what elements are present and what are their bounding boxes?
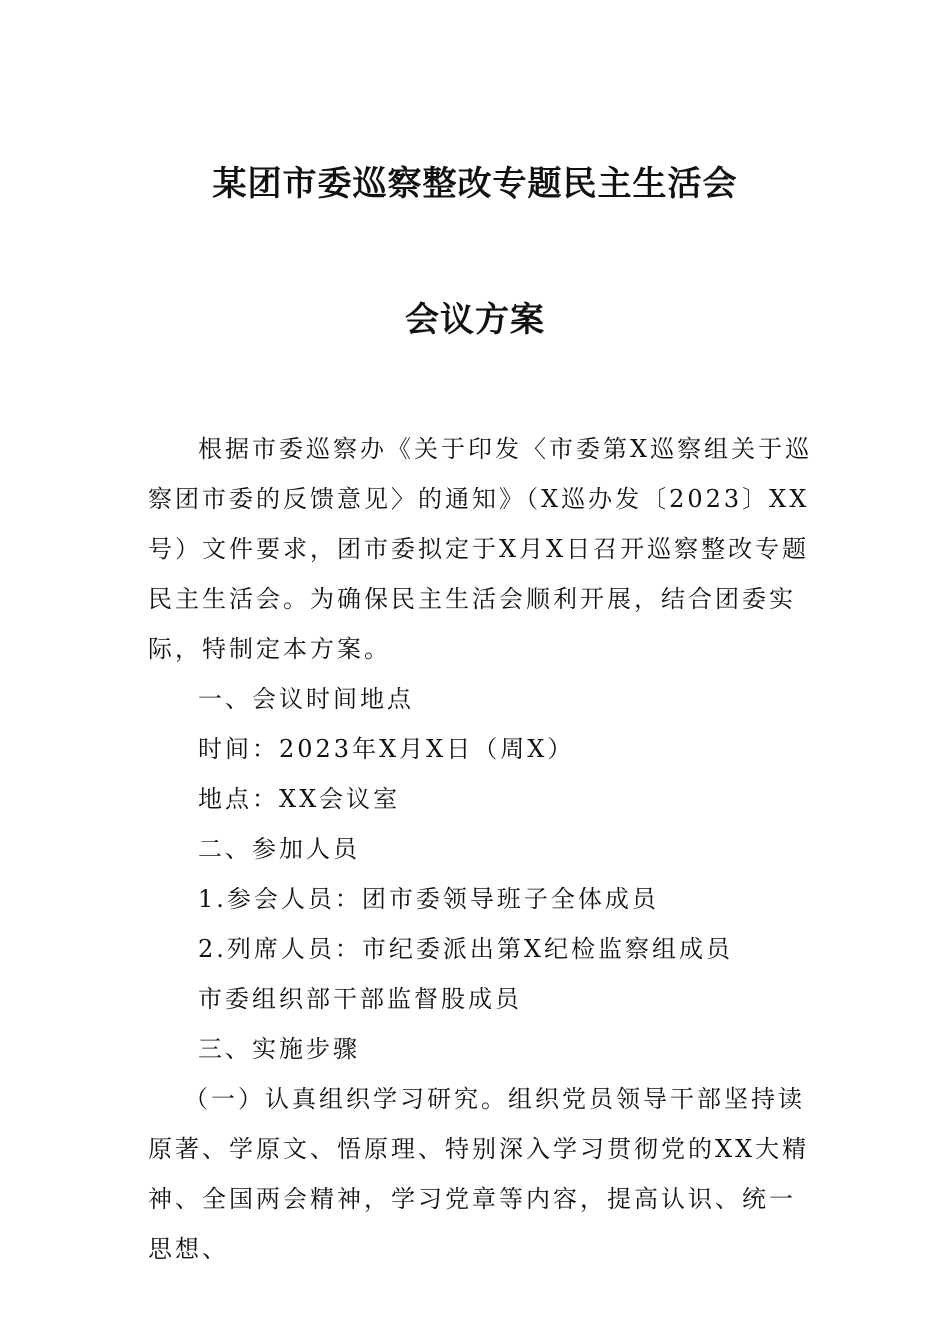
section-heading-attendees: 二、参加人员 (198, 835, 360, 863)
intro-paragraph: 根据市委巡察办《关于印发〈市委第X巡察组关于巡察团市委的反馈意见〉的通知》（X巡办发〔2023〕XX号）文件要求，团市委拟定于X月X日召开巡察整改专题民主生活会。为确保民主生活会顺利开展，结合团委实际，特制定本方案。 (148, 435, 813, 663)
section-heading-steps: 三、实施步骤 (198, 1035, 360, 1063)
meeting-place: 地点：XX会议室 (198, 785, 401, 813)
document-title-line-1: 某团市委巡察整改专题民主生活会 (212, 164, 738, 204)
attendees-participants: 1.参会人员：团市委领导班子全体成员 (198, 885, 659, 913)
meeting-time: 时间：2023年X月X日（周X） (198, 735, 575, 763)
step-1-paragraph: （一）认真组织学习研究。组织党员领导干部坚持读原著、学原文、悟原理、特别深入学习贯彻党的XX大精神、全国两会精神，学习党章等内容，提高认识、统一思想、 (148, 1085, 810, 1263)
section-heading-time-place: 一、会议时间地点 (198, 685, 414, 713)
document-title-line-2: 会议方案 (405, 300, 545, 340)
attendees-observers-continued: 市委组织部干部监督股成员 (198, 985, 522, 1013)
document-body (148, 424, 820, 1274)
attendees-observers: 2.列席人员：市纪委派出第X纪检监察组成员 (198, 935, 733, 963)
